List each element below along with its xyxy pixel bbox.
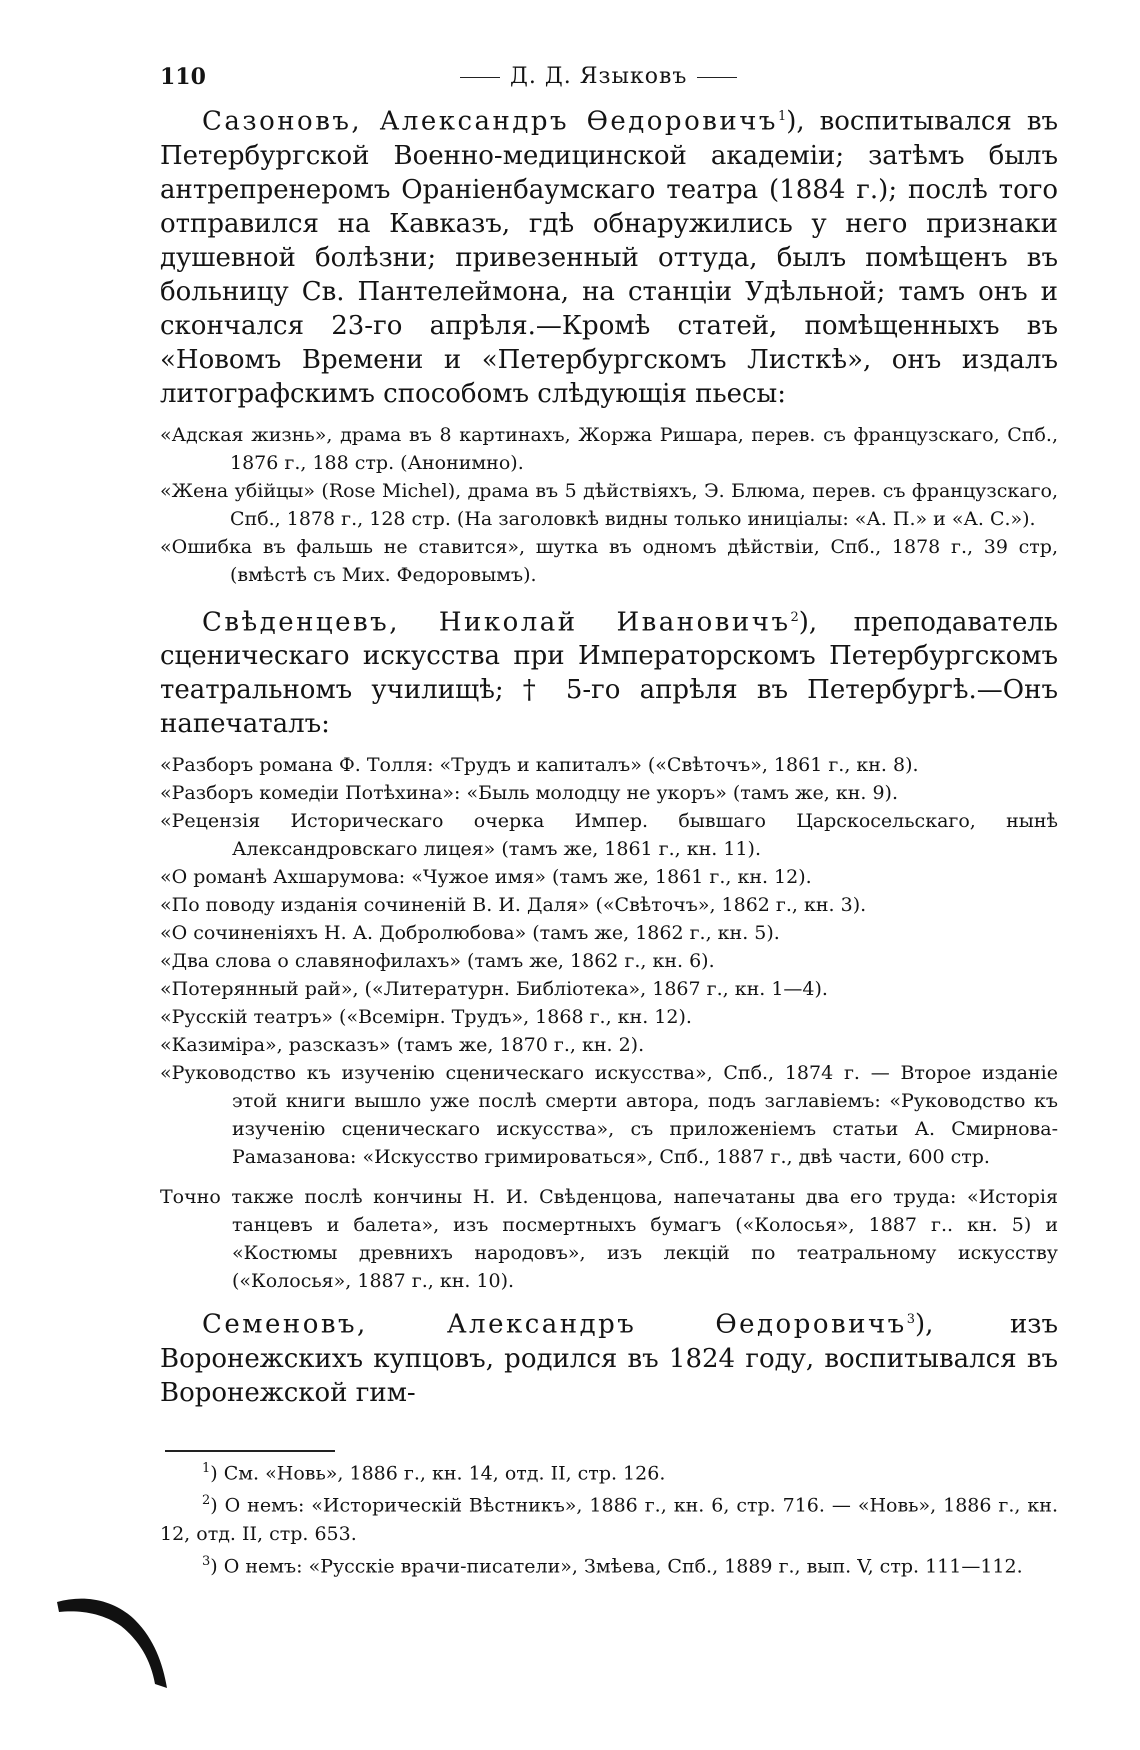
title-dash-left: [460, 77, 500, 78]
entry-svedentsev: [160, 601, 1058, 742]
works-list-sazonov: [160, 421, 1058, 589]
footnote-ref: 2: [790, 609, 799, 625]
list-item: «Ошибка въ фальшь не ставится», шутка въ одномъ дѣйствіи, Спб., 1878 г., 39 стр, (вмѣстѣ съ Мих. Федоровымъ).: [160, 535, 1058, 586]
footnotes: [160, 1455, 1058, 1580]
list-item: «Адская жизнь», драма въ 8 картинахъ, Жоржа Ришара, перев. съ французскаго, Спб., 1876 г., 188 стр. (Анонимно).: [160, 423, 1058, 474]
entry-text: ), изъ Воронежскихъ купцовъ, родился въ 1824 году, воспитывался въ Воронежской гим-: [160, 1309, 1058, 1408]
footnote-text: ) О немъ: «Историческій Вѣстникъ», 1886 г., кн. 6, стр. 716. — «Новь», 1886 г., кн. 12, отд. II, стр. 653.: [160, 1494, 1058, 1545]
footnote: [160, 1487, 1058, 1547]
svedentsev-note: Точно также послѣ кончины Н. И. Свѣденцова, напечатаны два его труда: «Исторія танцевъ и балета», изъ посмертныхъ бумагъ («Колосья», 1887 г.. кн. 5) и «Костюмы древнихъ народовъ», изъ лекцій по театральному искусству («Колосья», 1887 г., кн. 10).: [160, 1186, 1058, 1293]
entry-text: ), преподаватель сценическаго искусства при Императорскомъ Петербургскомъ театральномъ училищѣ; † 5-го апрѣля въ Петербургѣ.—Онъ напечаталъ:: [160, 607, 1059, 740]
footnote-ref: 3: [906, 1312, 915, 1328]
footnote-ref: 1: [777, 109, 787, 124]
list-item: «О сочиненіяхъ Н. А. Добролюбова» (тамъ же, 1862 г., кн. 5).: [160, 922, 780, 945]
entry-text: ), воспитывался въ Петербургской Военно-медицинской академіи; затѣмъ былъ антрепренеромъ Ораніенбаумскаго театра (1884 г.); послѣ того отправился на Кавказъ, гдѣ обнаружились у него признаки душевной болѣзни; привезенный оттуда, былъ помѣщенъ въ больницу Св. Пантелеймона, на станціи Удѣльной; тамъ онъ и скончался 23-го апрѣля.—Кромѣ статей, помѣщенныхъ въ «Новомъ Времени и «Петербургскомъ Листкѣ», онъ издалъ литографскимъ способомъ слѣдующія пьесы:: [160, 106, 1058, 409]
list-item: «Жена убійцы» (Rose Michel), драма въ 5 дѣйствіяхъ, Э. Блюма, перев. съ французскаго, Спб., 1878 г., 128 стр. (На заголовкѣ видны только иниціалы: «А. П.» и «А. С.»).: [160, 479, 1058, 530]
list-item: «О романѣ Ахшарумова: «Чужое имя» (тамъ же, 1861 г., кн. 12).: [160, 866, 812, 889]
page-body: [160, 100, 1058, 1420]
footnote: [160, 1455, 1058, 1487]
footnote-rule: [165, 1450, 335, 1452]
list-item: «По поводу изданія сочиненій В. И. Даля» («Свѣточъ», 1862 г., кн. 3).: [160, 894, 867, 917]
list-item: «Русскій театръ» («Всемірн. Трудъ», 1868 г., кн. 12).: [160, 1006, 692, 1029]
list-item: «Руководство къ изученію сценическаго искусства», Спб., 1874 г. — Второе изданіе этой книги вышло уже послѣ смерти автора, подъ заглавіемъ: «Руководство къ изученію сценическаго искусства», съ приложеніемъ статьи А. Смирнова-Рамазанова: «Искусство гримироваться», Спб., 1887 г., двѣ части, 600 стр.: [160, 1062, 1058, 1169]
entry-sazonov: [160, 100, 1058, 411]
footnote-mark: 2: [202, 1493, 211, 1509]
footnote-text: ) О немъ: «Русскіе врачи-писатели», Змѣева, Спб., 1889 г., вып. V, стр. 111—112.: [210, 1554, 1023, 1577]
list-item: «Рецензія Историческаго очерка Импер. бывшаго Царскосельскаго, нынѣ Александровскаго лицея» (тамъ же, 1861 г., кн. 11).: [160, 810, 1058, 861]
entry-name: Свѣденцевъ, Николай Ивановичъ: [202, 607, 791, 638]
list-item: «Потерянный рай», («Литературн. Библіотека», 1867 г., кн. 1—4).: [160, 978, 828, 1001]
scan-smudge-mark: [55, 1580, 185, 1690]
list-item: «Казиміра», разсказъ» (тамъ же, 1870 г., кн. 2).: [160, 1034, 645, 1057]
page-number: 110: [160, 64, 206, 90]
page-header: [160, 64, 1060, 94]
running-title-text: Д. Д. Языковъ: [510, 64, 688, 89]
entry-name: Сазоновъ, Александръ Өедоровичъ: [202, 106, 778, 137]
list-item: «Разборъ романа Ф. Толля: «Трудъ и капиталъ» («Свѣточъ», 1861 г., кн. 8).: [160, 754, 919, 777]
title-dash-right: [697, 77, 737, 78]
list-item: «Два слова о славянофилахъ» (тамъ же, 1862 г., кн. 6).: [160, 950, 715, 973]
footnote-mark: 1: [202, 1461, 211, 1476]
entry-name: Семеновъ, Александръ Өедоровичъ: [202, 1309, 907, 1340]
running-title: [450, 64, 747, 89]
footnote-text: ) См. «Новь», 1886 г., кн. 14, отд. II, стр. 126.: [210, 1462, 666, 1485]
entry-semenov: [160, 1303, 1058, 1410]
footnote-mark: 3: [202, 1553, 211, 1569]
footnote: [160, 1548, 1058, 1580]
list-item: «Разборъ комедіи Потѣхина»: «Быль молодцу не укоръ» (тамъ же, кн. 9).: [160, 782, 898, 805]
works-list-svedentsev: [160, 751, 1058, 1171]
